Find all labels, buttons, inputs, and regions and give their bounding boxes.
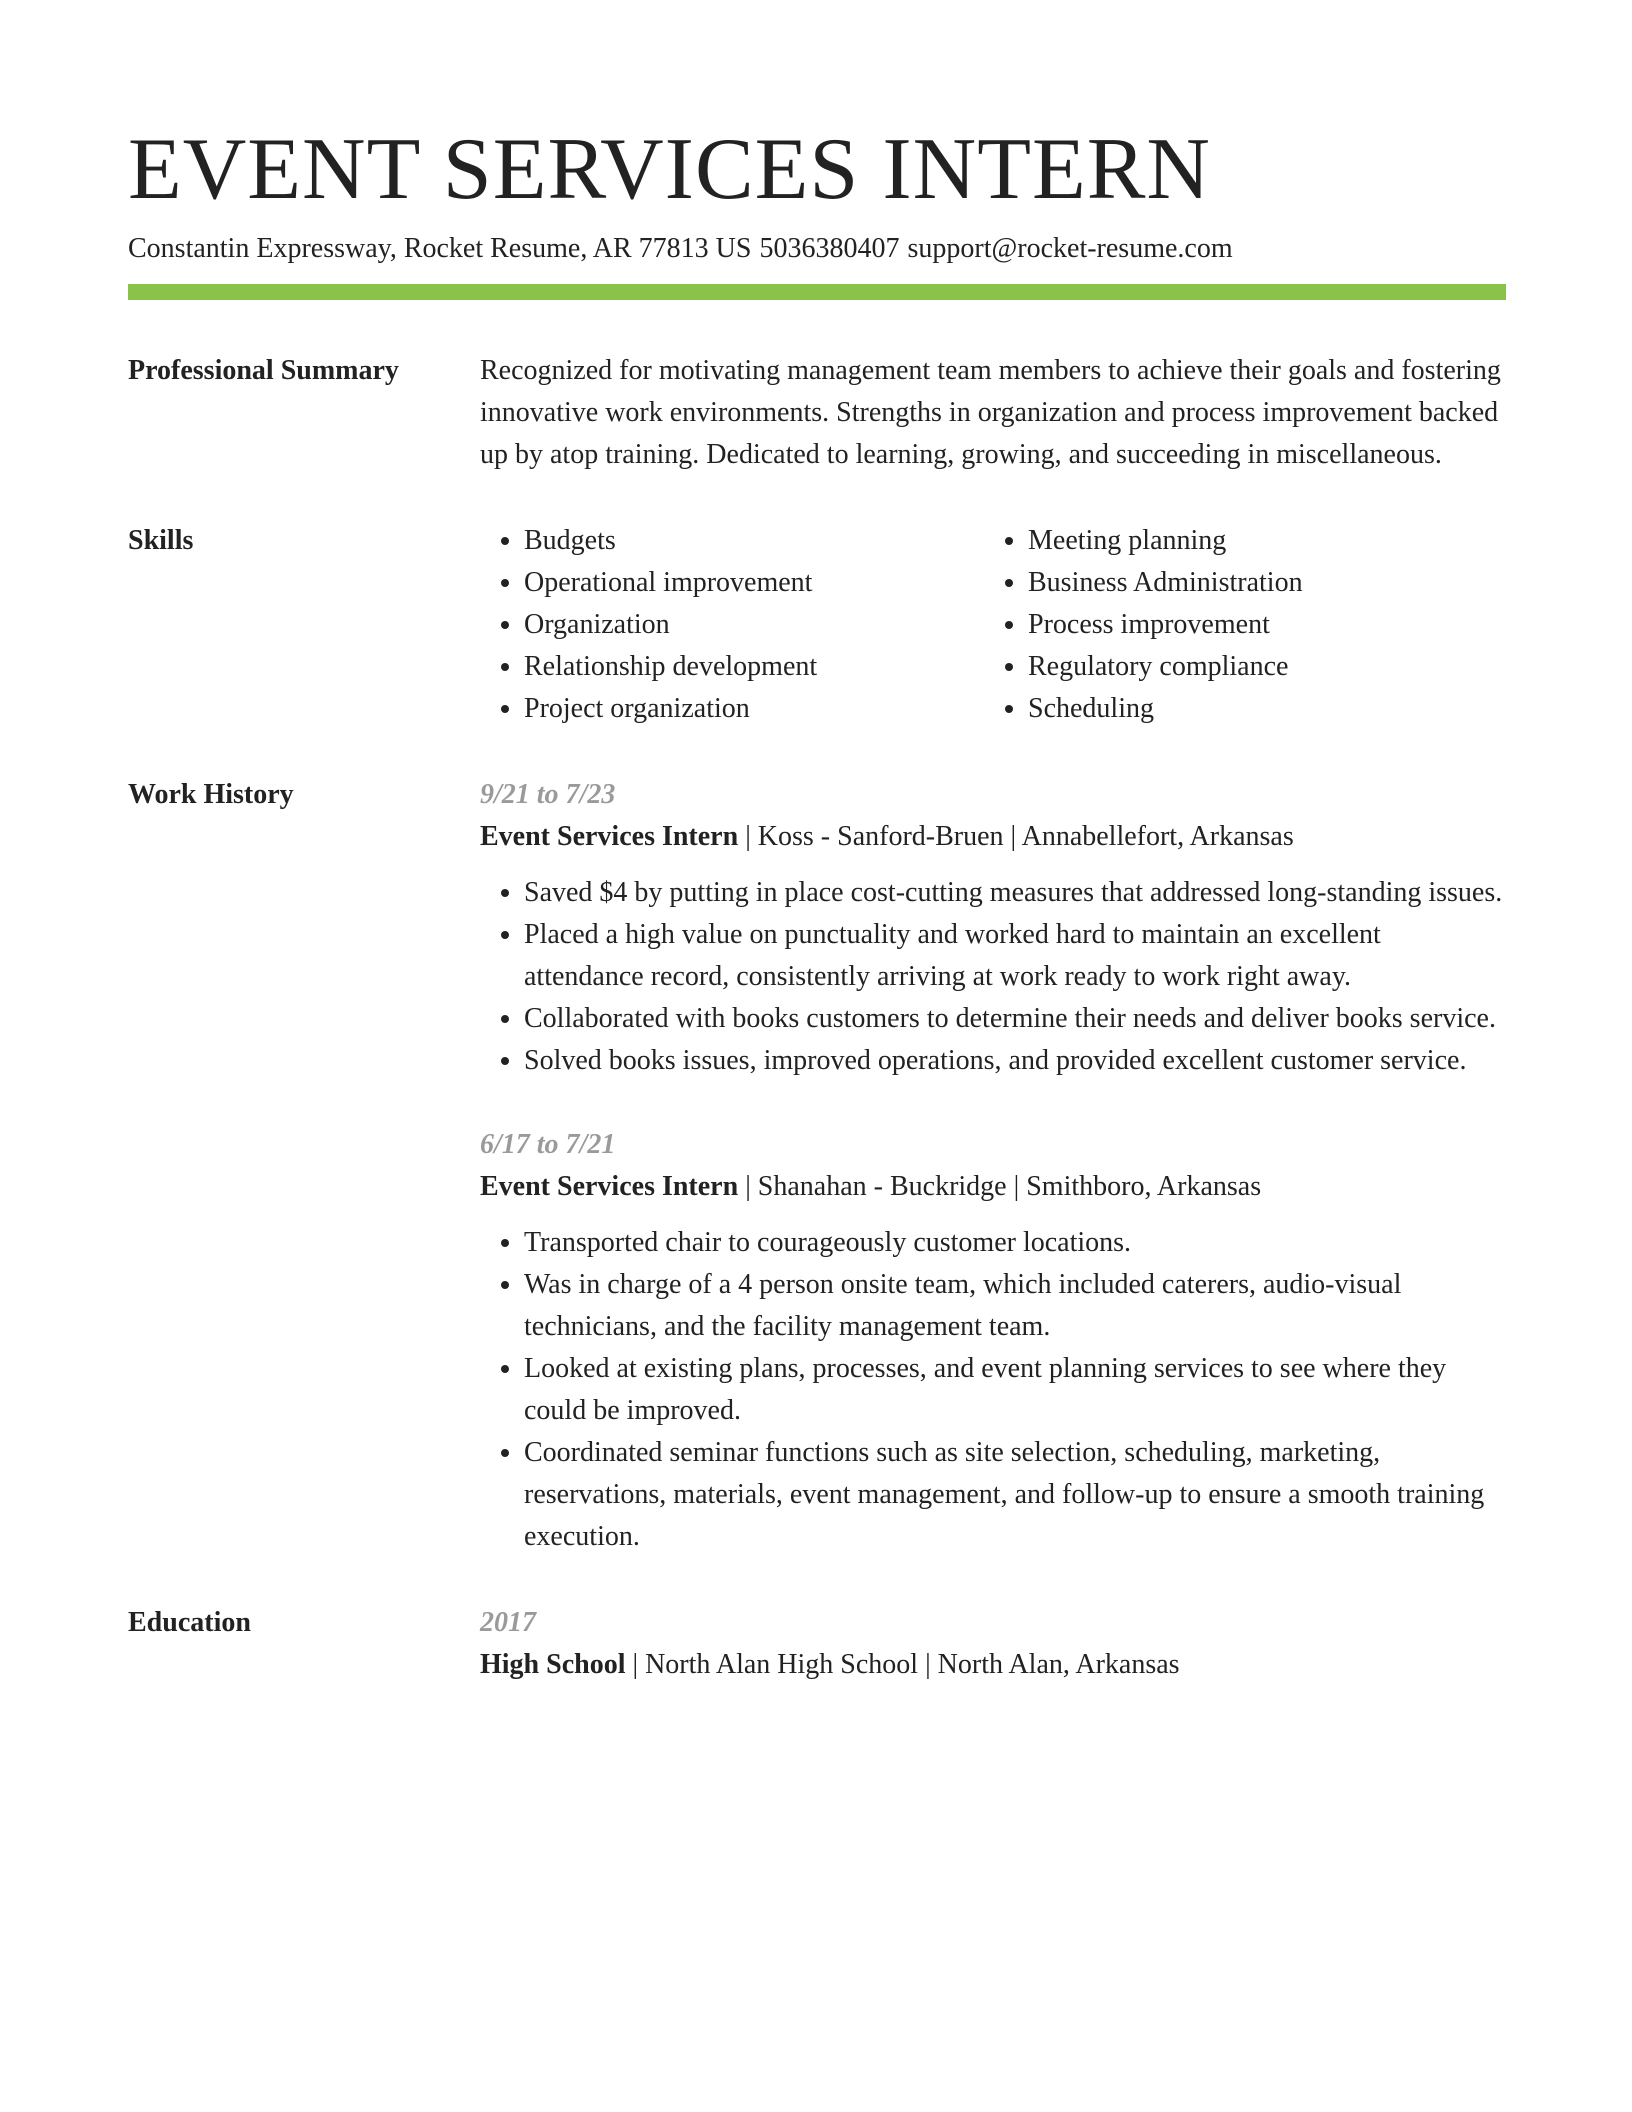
skill-item: • Regulatory compliance [1028, 646, 1303, 688]
job-role-line [480, 816, 1506, 858]
skills-column-2 [984, 520, 1303, 730]
skill-item: • Operational improvement [524, 562, 984, 604]
job-bullet: • Saved $4 by putting in place cost-cutting measures that addressed long-standing issues. [524, 872, 1506, 914]
header-divider [128, 284, 1506, 300]
skills-section [128, 520, 1506, 730]
contact-email: support@rocket-resume.com [907, 233, 1233, 264]
job-bullet: • Was in charge of a 4 person onsite team, which included caterers, audio-visual technicians, and the facility management team. [524, 1264, 1506, 1348]
skills-column-1 [480, 520, 984, 730]
job-entry [480, 1124, 1506, 1558]
skill-item: • Project organization [524, 688, 984, 730]
education-year: 2017 [480, 1607, 536, 1638]
job-details: | Shanahan - Buckridge | Smithboro, Arkansas [738, 1171, 1262, 1202]
resume-title: EVENT SERVICES INTERN [128, 121, 1211, 218]
job-entry [480, 774, 1506, 1082]
work-history-section [128, 774, 1506, 1558]
education-heading: Education [128, 1607, 251, 1638]
education-section [128, 1602, 1506, 1686]
summary-section [128, 350, 1506, 476]
skills-heading: Skills [128, 525, 194, 556]
job-dates: 6/17 to 7/21 [480, 1129, 616, 1160]
education-details: | North Alan High School | North Alan, Arkansas [625, 1649, 1180, 1680]
job-bullets [480, 1222, 1506, 1558]
job-bullet: • Placed a high value on punctuality and worked hard to maintain an excellent attendance record, consistently arriving at work ready to work right away. [524, 914, 1506, 998]
job-bullet: • Looked at existing plans, processes, and event planning services to see where they could be improved. [524, 1348, 1506, 1432]
skill-item: • Business Administration [1028, 562, 1303, 604]
education-degree: High School [480, 1649, 626, 1680]
summary-heading: Professional Summary [128, 355, 399, 386]
skill-item: • Budgets [524, 520, 984, 562]
skill-item: • Meeting planning [1028, 520, 1303, 562]
job-title: Event Services Intern [480, 1171, 739, 1202]
job-bullet: • Solved books issues, improved operations, and provided excellent customer service. [524, 1040, 1506, 1082]
job-dates: 9/21 to 7/23 [480, 779, 616, 810]
job-title: Event Services Intern [480, 821, 739, 852]
job-details: | Koss - Sanford-Bruen | Annabellefort, Arkansas [738, 821, 1294, 852]
job-bullet: • Transported chair to courageously customer locations. [524, 1222, 1506, 1264]
job-bullets [480, 872, 1506, 1082]
skill-item: • Scheduling [1028, 688, 1303, 730]
contact-phone: 5036380407 [759, 233, 900, 264]
resume-page [128, 120, 1506, 1686]
skill-item: • Relationship development [524, 646, 984, 688]
skill-item: • Organization [524, 604, 984, 646]
work-history-heading: Work History [128, 779, 294, 810]
contact-line [128, 230, 1506, 268]
job-role-line [480, 1166, 1506, 1208]
skill-item: • Process improvement [1028, 604, 1303, 646]
summary-text: Recognized for motivating management team members to achieve their goals and fostering innovative work environments. Strengths in organization and process improvement backed up by atop training. Dedicated to learning, growing, and succeeding in miscellaneous. [480, 355, 1501, 470]
contact-address: Constantin Expressway, Rocket Resume, AR 77813 US [128, 233, 752, 264]
job-bullet: • Collaborated with books customers to determine their needs and deliver books service. [524, 998, 1506, 1040]
job-bullet: • Coordinated seminar functions such as site selection, scheduling, marketing, reservations, materials, event management, and follow-up to ensure a smooth training execution. [524, 1432, 1506, 1558]
education-line [480, 1644, 1506, 1686]
